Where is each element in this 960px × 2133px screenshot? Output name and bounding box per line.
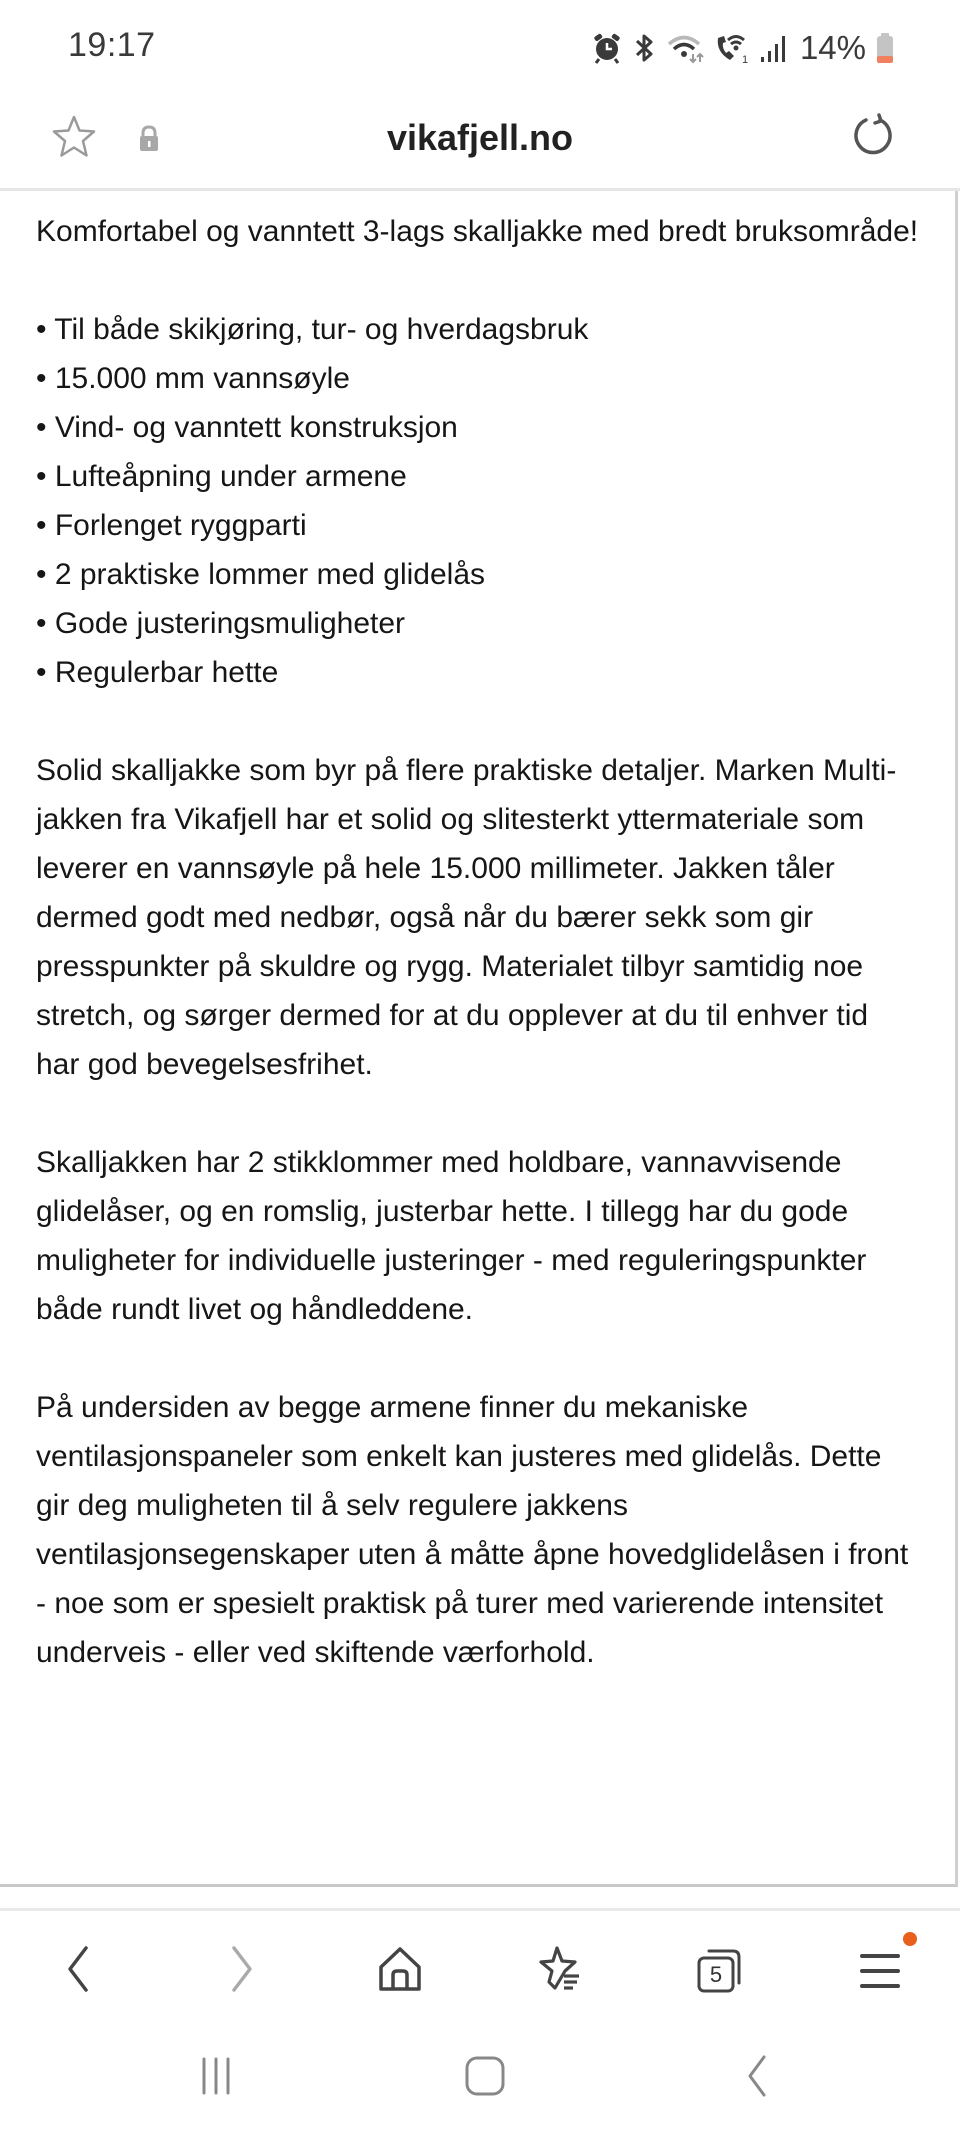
feature-item: • Til både skikjøring, tur- og hverdagsbruk: [36, 305, 919, 354]
back-icon: [62, 1944, 92, 1999]
back-icon: [740, 2054, 770, 2103]
feature-item: • Gode justeringsmuligheter: [36, 599, 919, 648]
svg-text:1: 1: [741, 54, 749, 64]
description-paragraph: Solid skalljakke som byr på flere praktiske detaljer. Marken Multi-jakken fra Vikafjell har et solid og slitesterkt yttermateriale som leverer en vannsøyle på hele 15.000 millimeter. Jakken tåler dermed godt med nedbør, også når du bærer sekk som gir presspunkter på skuldre og rygg. Materialet tilbyr samtidig noe stretch, og sørger dermed for at du opplever at du til enhver tid har god bevegelsesfrihet.: [36, 754, 897, 1081]
home-icon: [463, 2054, 507, 2103]
recents-icon: [196, 2056, 236, 2101]
alarm-icon: [592, 32, 622, 64]
feature-item: • 15.000 mm vannsøyle: [36, 354, 919, 403]
notification-dot: [903, 1932, 917, 1946]
wifi-calling-icon: [714, 32, 750, 64]
tabs-icon: [695, 1946, 745, 1996]
feature-item: • Vind- og vanntett konstruksjon: [36, 403, 919, 452]
menu-button[interactable]: [850, 1941, 910, 2001]
system-back-button[interactable]: [725, 2048, 785, 2108]
page-content[interactable]: [0, 191, 958, 1887]
home-button[interactable]: [370, 1941, 430, 2001]
status-icons: [592, 28, 894, 68]
description-paragraph: På undersiden av begge armene finner du mekaniske ventilasjonspaneler som enkelt kan justeres med glidelås. Dette gir deg muligheten til å selv regulere jakkens ventilasjonsegenskaper uten å måtte åpne hovedglidelåsen i front - noe som er spesielt praktisk på turer med varierende intensitet underveis - eller ved skiftende værforhold.: [36, 1391, 909, 1669]
tab-count: 5: [709, 1962, 723, 1987]
url-domain[interactable]: vikafjell.no: [386, 117, 574, 158]
bookmarks-button[interactable]: [530, 1941, 590, 2001]
menu-icon: [855, 1946, 905, 1996]
home-icon: [377, 1945, 423, 1998]
tabs-button[interactable]: [690, 1941, 750, 2001]
battery-icon: [876, 32, 894, 64]
system-navigation-bar: [0, 2018, 960, 2133]
address-bar[interactable]: [0, 95, 960, 191]
intro-text: Komfortabel og vanntett 3-lags skalljakke med bredt bruksområde!: [36, 215, 919, 248]
wifi-icon: [666, 32, 704, 64]
reload-icon[interactable]: [848, 111, 898, 166]
feature-item: • Lufteåpning under armene: [36, 452, 919, 501]
signal-icon: [760, 32, 786, 64]
browser-toolbar: [0, 1908, 960, 2018]
forward-icon: [228, 1944, 258, 1999]
description-paragraph: Skalljakken har 2 stikklommer med holdbare, vannavvisende glidelåser, og en romslig, justerbar hette. I tillegg har du gode muligheter for individuelle justeringer - med reguleringspunkter både rundt livet og håndleddene.: [36, 1146, 867, 1326]
recents-button[interactable]: [186, 2048, 246, 2108]
feature-item: • Regulerbar hette: [36, 648, 919, 697]
bookmarks-icon: [535, 1944, 585, 1999]
battery-percent: 14%: [799, 29, 866, 66]
feature-item: • 2 praktiske lommer med glidelås: [36, 550, 919, 599]
forward-button[interactable]: [213, 1941, 273, 2001]
feature-list: [36, 305, 919, 697]
feature-item: • Forlenget ryggparti: [36, 501, 919, 550]
bluetooth-icon: [632, 32, 656, 64]
status-time: 19:17: [68, 26, 156, 64]
system-home-button[interactable]: [455, 2048, 515, 2108]
status-bar: [0, 0, 960, 95]
back-button[interactable]: [47, 1941, 107, 2001]
